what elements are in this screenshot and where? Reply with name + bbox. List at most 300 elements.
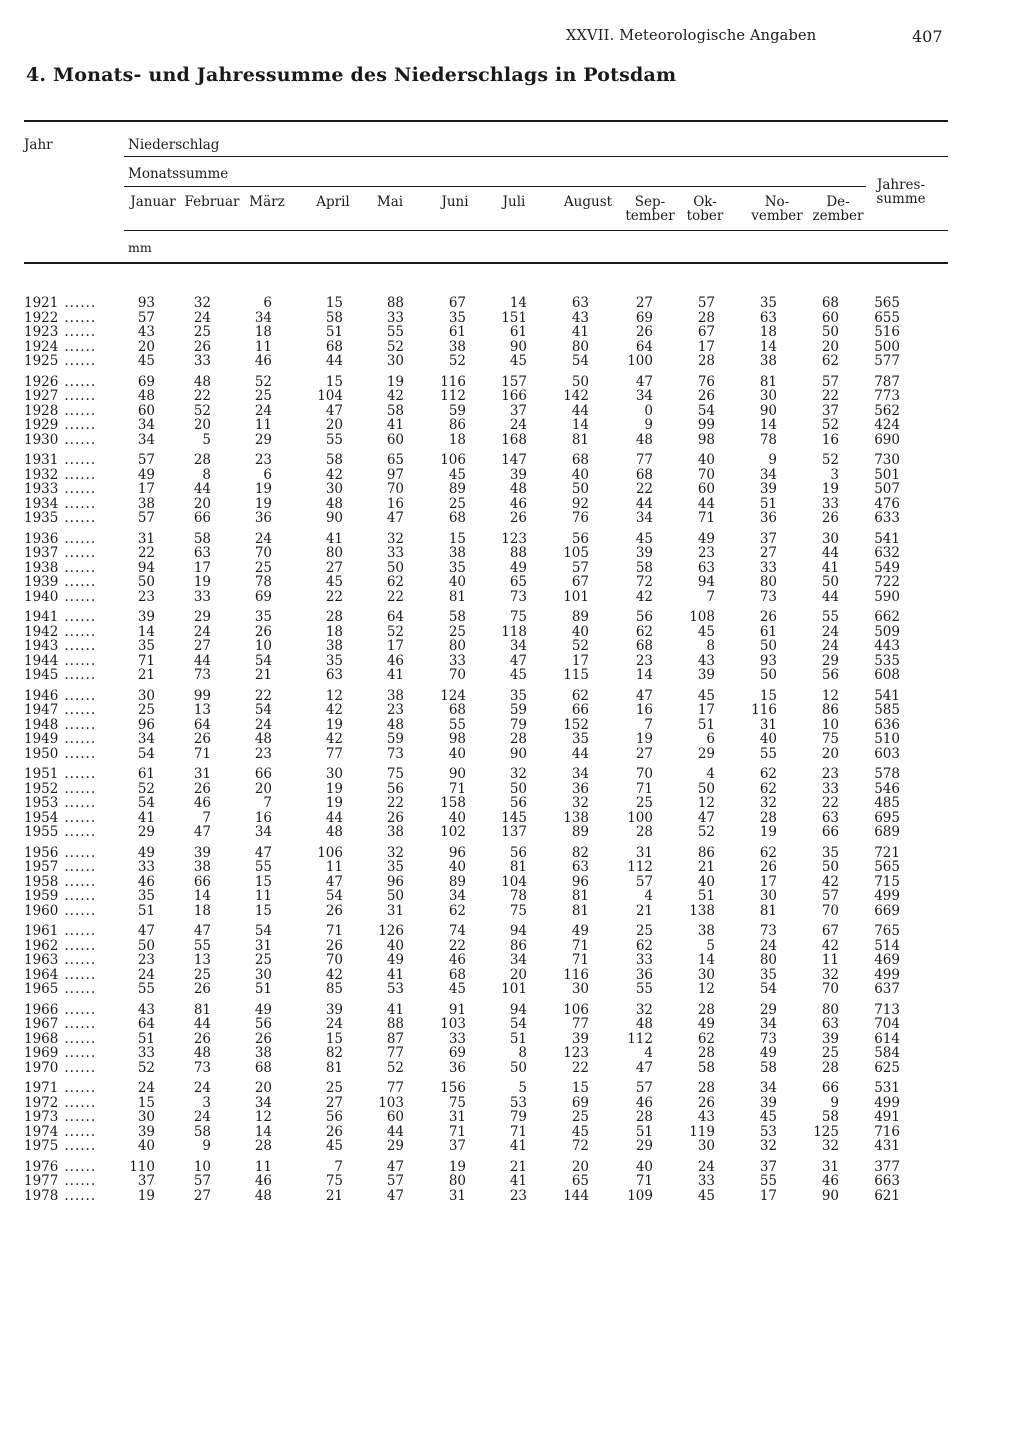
month-value-cell: 28: [697, 353, 715, 369]
month-value-cell: 20: [193, 495, 211, 512]
year-value: 1933: [24, 481, 59, 497]
group-header-monatssumme: Monatssumme: [128, 166, 229, 182]
month-value-cell: 7: [334, 1158, 343, 1175]
month-value-cell: 57: [137, 309, 155, 326]
month-value-cell: 35: [759, 295, 777, 311]
month-value-cell: 52: [193, 402, 211, 419]
month-value-cell: 20: [137, 338, 155, 355]
month-value-cell: 73: [386, 745, 404, 762]
month-value-cell: 47: [193, 923, 211, 939]
month-value-cell: 30: [137, 1109, 155, 1125]
month-value-cell: 88: [386, 1016, 404, 1032]
month-value-cell: 34: [509, 638, 527, 654]
year-value: 1960: [24, 902, 59, 919]
month-value-cell: 93: [759, 652, 777, 669]
month-value-cell: 4: [706, 766, 715, 782]
annual-sum-cell: 549: [874, 559, 900, 576]
annual-sum-cell: 590: [874, 588, 900, 605]
annual-sum-cell: 500: [874, 338, 900, 355]
month-value-cell: 25: [571, 1109, 589, 1125]
month-value-cell: 4: [644, 1045, 653, 1061]
annual-sum-cell: 476: [874, 495, 900, 512]
month-value-cell: 33: [697, 1173, 715, 1189]
month-value-cell: 38: [386, 687, 404, 704]
month-value-cell: 35: [448, 559, 466, 576]
month-value-cell: 34: [254, 824, 272, 840]
month-value-cell: 30: [137, 687, 155, 704]
month-value-cell: 47: [386, 510, 404, 526]
month-value-cell: 54: [325, 888, 343, 904]
month-value-cell: 45: [635, 530, 653, 547]
month-value-cell: 48: [386, 716, 404, 733]
month-value-cell: 38: [448, 545, 466, 561]
month-value-cell: 81: [193, 1001, 211, 1018]
month-value-cell: 19: [325, 716, 343, 733]
col-header-month: [356, 195, 424, 209]
month-value-cell: 70: [325, 952, 343, 968]
month-value-cell: 24: [821, 623, 839, 640]
month-value-cell: 63: [193, 545, 211, 561]
month-value-cell: 54: [759, 981, 777, 997]
annual-sum-cell: 509: [874, 623, 900, 640]
month-value-cell: 41: [509, 1138, 527, 1154]
month-value-cell: 81: [571, 902, 589, 919]
unit-label: mm: [128, 240, 152, 255]
month-value-cell: 69: [635, 309, 653, 326]
year-leader-dots: ......: [64, 687, 97, 704]
annual-sum-cell: 424: [874, 417, 900, 433]
month-value-cell: 34: [509, 952, 527, 968]
month-value-cell: 23: [509, 1187, 527, 1204]
month-value-cell: 11: [325, 859, 343, 875]
month-value-cell: 14: [193, 888, 211, 904]
month-value-cell: 56: [386, 780, 404, 797]
month-value-cell: 20: [325, 417, 343, 433]
month-value-cell: 77: [635, 452, 653, 468]
annual-sum-cell: 485: [874, 795, 900, 811]
month-value-cell: 138: [689, 902, 715, 919]
month-value-cell: 33: [759, 559, 777, 576]
month-value-cell: 30: [325, 481, 343, 497]
year-value: 1964: [24, 966, 59, 983]
month-value-cell: 40: [137, 1138, 155, 1154]
month-value-cell: 70: [635, 766, 653, 782]
month-value-cell: 30: [325, 766, 343, 782]
month-value-cell: 47: [386, 1158, 404, 1175]
month-value-cell: 13: [193, 702, 211, 718]
month-value-cell: 62: [386, 574, 404, 590]
month-value-cell: 44: [635, 495, 653, 512]
month-value-cell: 48: [635, 1016, 653, 1032]
month-value-cell: 24: [193, 309, 211, 326]
month-value-cell: 33: [821, 495, 839, 512]
month-value-cell: 24: [254, 716, 272, 733]
month-value-cell: 22: [254, 687, 272, 704]
month-value-cell: 59: [509, 702, 527, 718]
jahressumme-line-2: summe: [876, 191, 926, 207]
year-value: 1942: [24, 623, 59, 640]
year-leader-dots: ......: [64, 981, 97, 997]
month-value-cell: 22: [571, 1059, 589, 1076]
month-value-cell: 30: [386, 353, 404, 369]
month-value-cell: 48: [254, 731, 272, 747]
col-header-month: [119, 195, 187, 209]
month-value-cell: 68: [635, 466, 653, 483]
month-value-cell: 86: [821, 702, 839, 718]
month-value-cell: 34: [254, 309, 272, 326]
month-value-cell: 52: [386, 1059, 404, 1076]
year-leader-dots: ......: [64, 338, 97, 355]
year-leader-dots: ......: [64, 373, 97, 390]
month-value-cell: 124: [440, 687, 466, 704]
month-value-cell: 24: [325, 1016, 343, 1032]
month-value-cell: 22: [635, 481, 653, 497]
month-value-cell: 54: [254, 923, 272, 939]
year-value: 1943: [24, 638, 59, 654]
month-label-line: Mai: [376, 194, 404, 210]
year-value: 1928: [24, 402, 59, 419]
month-value-cell: 50: [821, 859, 839, 875]
month-value-cell: 157: [501, 373, 527, 390]
annual-sum-cell: 689: [874, 824, 900, 840]
month-value-cell: 61: [509, 324, 527, 340]
year-leader-dots: ......: [64, 495, 97, 512]
year-value: 1946: [24, 687, 59, 704]
month-value-cell: 71: [635, 1173, 653, 1189]
month-value-cell: 80: [759, 574, 777, 590]
month-value-cell: 8: [706, 638, 715, 654]
month-value-cell: 53: [759, 1123, 777, 1140]
month-value-cell: 166: [501, 388, 527, 404]
month-value-cell: 89: [571, 824, 589, 840]
month-value-cell: 55: [137, 981, 155, 997]
month-value-cell: 44: [193, 481, 211, 497]
month-value-cell: 38: [759, 353, 777, 369]
month-value-cell: 68: [571, 452, 589, 468]
month-value-cell: 26: [193, 1030, 211, 1047]
year-value: 1961: [24, 923, 59, 939]
month-value-cell: 25: [193, 966, 211, 983]
month-value-cell: 47: [509, 652, 527, 669]
month-value-cell: 47: [635, 687, 653, 704]
month-value-cell: 31: [448, 1109, 466, 1125]
month-value-cell: 64: [635, 338, 653, 355]
year-leader-dots: ......: [64, 353, 97, 369]
month-value-cell: 39: [193, 844, 211, 861]
month-value-cell: 22: [193, 388, 211, 404]
month-value-cell: 46: [635, 1094, 653, 1111]
month-value-cell: 7: [706, 588, 715, 605]
month-value-cell: 55: [759, 745, 777, 762]
month-value-cell: 101: [501, 981, 527, 997]
month-value-cell: 22: [821, 388, 839, 404]
month-value-cell: 9: [830, 1094, 839, 1111]
month-value-cell: 53: [509, 1094, 527, 1111]
month-value-cell: 20: [821, 338, 839, 355]
month-value-cell: 39: [759, 481, 777, 497]
month-value-cell: 28: [325, 609, 343, 625]
year-leader-dots: ......: [64, 937, 97, 954]
month-value-cell: 50: [759, 638, 777, 654]
month-value-cell: 75: [448, 1094, 466, 1111]
month-value-cell: 48: [254, 1187, 272, 1204]
month-value-cell: 7: [263, 795, 272, 811]
month-value-cell: 42: [821, 873, 839, 890]
month-value-cell: 81: [448, 588, 466, 605]
month-value-cell: 70: [254, 545, 272, 561]
month-value-cell: 17: [697, 338, 715, 355]
month-value-cell: 26: [697, 1094, 715, 1111]
month-value-cell: 62: [821, 353, 839, 369]
month-value-cell: 44: [325, 353, 343, 369]
month-value-cell: 75: [386, 766, 404, 782]
month-label-line: Ok-: [693, 194, 717, 210]
month-value-cell: 24: [137, 1080, 155, 1096]
annual-sum-cell: 773: [874, 388, 900, 404]
month-value-cell: 57: [635, 1080, 653, 1096]
month-value-cell: 81: [759, 902, 777, 919]
year-value: 1921: [24, 295, 59, 311]
month-value-cell: 41: [386, 417, 404, 433]
year-value: 1935: [24, 510, 59, 526]
year-value: 1959: [24, 888, 59, 904]
year-value: 1941: [24, 609, 59, 625]
month-value-cell: 26: [635, 324, 653, 340]
month-value-cell: 26: [759, 859, 777, 875]
month-value-cell: 54: [254, 702, 272, 718]
month-value-cell: 40: [448, 859, 466, 875]
month-value-cell: 73: [193, 1059, 211, 1076]
annual-sum-cell: 562: [874, 402, 900, 419]
month-value-cell: 14: [635, 667, 653, 683]
month-value-cell: 48: [325, 495, 343, 512]
month-value-cell: 112: [627, 859, 653, 875]
month-value-cell: 57: [697, 295, 715, 311]
month-value-cell: 40: [571, 623, 589, 640]
month-value-cell: 112: [440, 388, 466, 404]
month-value-cell: 12: [821, 687, 839, 704]
month-value-cell: 46: [509, 495, 527, 512]
month-value-cell: 68: [635, 638, 653, 654]
month-label-line: März: [249, 194, 285, 210]
month-value-cell: 25: [254, 559, 272, 576]
month-value-cell: 17: [386, 638, 404, 654]
year-leader-dots: ......: [64, 466, 97, 483]
month-value-cell: 15: [325, 295, 343, 311]
month-value-cell: 40: [697, 452, 715, 468]
month-value-cell: 46: [448, 952, 466, 968]
year-value: 1934: [24, 495, 59, 512]
month-value-cell: 80: [448, 638, 466, 654]
month-value-cell: 49: [137, 466, 155, 483]
month-value-cell: 56: [509, 795, 527, 811]
month-value-cell: 24: [254, 530, 272, 547]
month-value-cell: 18: [254, 324, 272, 340]
year-leader-dots: ......: [64, 324, 97, 340]
month-value-cell: 49: [386, 952, 404, 968]
col-header-jahr: Jahr: [24, 137, 53, 153]
month-label-line: vember: [751, 208, 803, 224]
month-value-cell: 27: [325, 559, 343, 576]
month-value-cell: 22: [448, 937, 466, 954]
month-value-cell: 41: [325, 530, 343, 547]
month-value-cell: 13: [193, 952, 211, 968]
month-value-cell: 37: [759, 530, 777, 547]
month-value-cell: 71: [635, 780, 653, 797]
month-value-cell: 94: [509, 923, 527, 939]
annual-sum-cell: 614: [874, 1030, 900, 1047]
month-value-cell: 116: [751, 702, 777, 718]
year-leader-dots: ......: [64, 1123, 97, 1140]
month-value-cell: 21: [254, 667, 272, 683]
month-value-cell: 15: [325, 373, 343, 390]
month-value-cell: 57: [571, 559, 589, 576]
month-value-cell: 51: [509, 1030, 527, 1047]
month-value-cell: 39: [697, 667, 715, 683]
month-value-cell: 22: [137, 545, 155, 561]
year-leader-dots: ......: [64, 824, 97, 840]
month-value-cell: 138: [563, 809, 589, 826]
month-value-cell: 112: [627, 1030, 653, 1047]
month-value-cell: 14: [759, 417, 777, 433]
month-value-cell: 30: [821, 530, 839, 547]
annual-sum-cell: 507: [874, 481, 900, 497]
month-value-cell: 54: [571, 353, 589, 369]
month-value-cell: 66: [571, 702, 589, 718]
month-value-cell: 6: [263, 466, 272, 483]
month-value-cell: 5: [202, 431, 211, 448]
month-value-cell: 50: [386, 559, 404, 576]
month-value-cell: 67: [571, 574, 589, 590]
year-leader-dots: ......: [64, 859, 97, 875]
month-value-cell: 27: [325, 1094, 343, 1111]
year-leader-dots: ......: [64, 638, 97, 654]
month-value-cell: 46: [821, 1173, 839, 1189]
month-value-cell: 94: [509, 1001, 527, 1018]
unit-rule: [124, 230, 948, 231]
month-value-cell: 50: [759, 667, 777, 683]
year-value: 1947: [24, 702, 59, 718]
month-label-line: tober: [686, 208, 724, 224]
month-value-cell: 60: [386, 431, 404, 448]
year-value: 1976: [24, 1158, 59, 1175]
col-header-jahressumme: [866, 178, 936, 206]
month-value-cell: 86: [697, 844, 715, 861]
month-value-cell: 26: [193, 981, 211, 997]
month-value-cell: 24: [821, 638, 839, 654]
month-value-cell: 73: [193, 667, 211, 683]
month-value-cell: 48: [193, 1045, 211, 1061]
month-value-cell: 51: [254, 981, 272, 997]
month-value-cell: 41: [821, 559, 839, 576]
month-value-cell: 32: [821, 966, 839, 983]
month-value-cell: 24: [759, 937, 777, 954]
month-value-cell: 65: [509, 574, 527, 590]
annual-sum-cell: 787: [874, 373, 900, 390]
annual-sum-cell: 531: [874, 1080, 900, 1096]
month-value-cell: 59: [448, 402, 466, 419]
month-value-cell: 70: [386, 481, 404, 497]
month-value-cell: 55: [448, 716, 466, 733]
month-value-cell: 71: [571, 952, 589, 968]
month-value-cell: 47: [254, 844, 272, 861]
month-value-cell: 64: [137, 1016, 155, 1032]
year-leader-dots: ......: [64, 952, 97, 968]
month-value-cell: 62: [635, 623, 653, 640]
month-value-cell: 11: [254, 417, 272, 433]
month-value-cell: 14: [137, 623, 155, 640]
month-value-cell: 33: [193, 588, 211, 605]
month-value-cell: 59: [386, 731, 404, 747]
month-value-cell: 15: [448, 530, 466, 547]
month-value-cell: 64: [386, 609, 404, 625]
month-value-cell: 39: [571, 1030, 589, 1047]
month-value-cell: 15: [759, 687, 777, 704]
month-value-cell: 103: [378, 1094, 404, 1111]
year-value: 1948: [24, 716, 59, 733]
month-value-cell: 105: [563, 545, 589, 561]
month-value-cell: 116: [440, 373, 466, 390]
month-value-cell: 28: [821, 1059, 839, 1076]
month-value-cell: 17: [697, 702, 715, 718]
annual-sum-cell: 510: [874, 731, 900, 747]
month-value-cell: 104: [501, 873, 527, 890]
year-value: 1945: [24, 667, 59, 683]
month-value-cell: 62: [448, 902, 466, 919]
month-value-cell: 60: [386, 1109, 404, 1125]
month-value-cell: 51: [137, 902, 155, 919]
month-value-cell: 30: [697, 1138, 715, 1154]
month-value-cell: 26: [325, 902, 343, 919]
year-leader-dots: ......: [64, 452, 97, 468]
month-value-cell: 19: [325, 780, 343, 797]
year-value: 1951: [24, 766, 59, 782]
month-value-cell: 44: [571, 402, 589, 419]
month-value-cell: 44: [386, 1123, 404, 1140]
month-value-cell: 21: [697, 859, 715, 875]
month-value-cell: 72: [635, 574, 653, 590]
month-value-cell: 55: [759, 1173, 777, 1189]
month-value-cell: 28: [509, 731, 527, 747]
month-value-cell: 34: [448, 888, 466, 904]
month-value-cell: 40: [759, 731, 777, 747]
month-value-cell: 11: [821, 952, 839, 968]
month-value-cell: 34: [635, 510, 653, 526]
month-value-cell: 21: [325, 1187, 343, 1204]
month-value-cell: 58: [821, 1109, 839, 1125]
month-value-cell: 14: [571, 417, 589, 433]
month-value-cell: 80: [759, 952, 777, 968]
month-value-cell: 75: [509, 609, 527, 625]
month-value-cell: 29: [386, 1138, 404, 1154]
month-value-cell: 42: [325, 731, 343, 747]
month-value-cell: 68: [821, 295, 839, 311]
month-value-cell: 45: [448, 981, 466, 997]
month-value-cell: 10: [821, 716, 839, 733]
month-value-cell: 37: [821, 402, 839, 419]
annual-sum-cell: 499: [874, 888, 900, 904]
month-value-cell: 48: [635, 431, 653, 448]
month-value-cell: 19: [254, 495, 272, 512]
month-value-cell: 52: [137, 780, 155, 797]
month-value-cell: 0: [644, 402, 653, 419]
month-value-cell: 60: [137, 402, 155, 419]
month-value-cell: 50: [571, 373, 589, 390]
year-leader-dots: ......: [64, 1080, 97, 1096]
month-value-cell: 90: [325, 510, 343, 526]
month-value-cell: 70: [448, 667, 466, 683]
month-value-cell: 81: [509, 859, 527, 875]
